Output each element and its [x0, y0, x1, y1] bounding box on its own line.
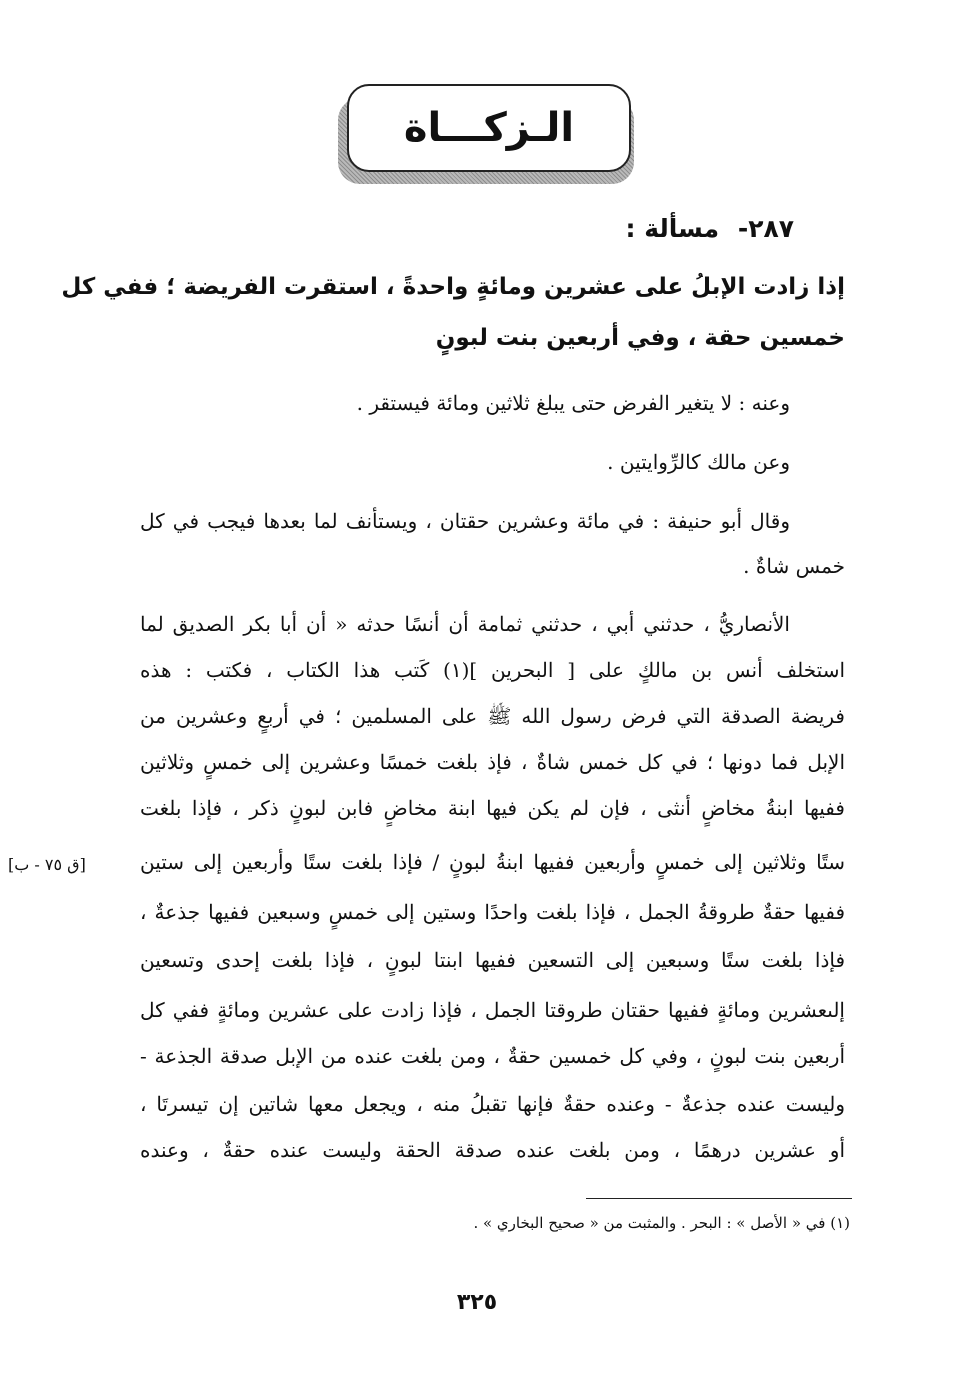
footnote-separator — [586, 1198, 852, 1199]
hadith-line: وليست عنده جذعةٌ - وعنده حقةٌ فإنها تقبلُ منه ، ويجعل معها شاتين إن تيسرتَا ، — [140, 1092, 845, 1116]
manuscript-margin-note: [ق ٧٥ - ب] — [8, 855, 86, 874]
chapter-title: الـزكـــاة — [403, 105, 575, 151]
ruling-line: خمسين حقة ، وفي أربعين بنت لبونٍ — [435, 325, 845, 351]
hadith-line: أربعين بنت لبونٍ ، وفي كل خمسين حقةٌ ، ومن بلغت عنده من الإبل صدقة الجذعة - — [140, 1044, 845, 1068]
page-number: ٣٢٥ — [456, 1290, 498, 1315]
hadith-line: فإذا بلغت ستًا وسبعين إلى التسعين ففيها ابنتا لبونٍ ، فإذا بلغت إحدى وتسعين — [140, 948, 845, 972]
issue-label: مسألة : — [625, 214, 720, 243]
opinion-line: وقال أبو حنيفة : في مائة وعشرين حقتان ، ويستأنف لما بعدها فيجب في كل — [140, 509, 790, 533]
hadith-line: أو عشرين درهمًا ، ومن بلغت عنده صدقة الحقة وليست عنده حقةٌ ، وعنده — [140, 1138, 845, 1162]
chapter-title-box — [347, 84, 631, 172]
issue-number: ٢٨٧- — [737, 214, 794, 243]
opinion-line: خمس شاةٌ . — [743, 554, 845, 578]
hadith-line: ستًا وثلاثين إلى خمسٍ وأربعين ففيها ابنةُ لبونٍ / فإذا بلغت ستًا وأربعين إلى ستين — [140, 850, 845, 874]
hadith-line: ففيها حقةٌ طروقةُ الجمل ، فإذا بلغت واحدًا وستين إلى خمسٍ وسبعين ففيها جذعةٌ ، — [140, 900, 845, 924]
opinion-line: وعن مالك كالرِّوايتين . — [607, 450, 790, 474]
footnote: (١) في « الأصل » : البحر . والمثبت من « صحيح البخاري » . — [473, 1214, 850, 1232]
hadith-line: استخلف أنس بن مالكٍ على [ البحرين ](١) كَتب هذا الكتاب ، فكتب : هذه — [140, 658, 846, 682]
hadith-line: الأنصاريُّ ، حدثني أبي ، حدثني ثمامة أن أنسًا حدثه « أن أبا بكر الصديق لما — [140, 612, 790, 636]
opinion-line: وعنه : لا يتغير الفرض حتى يبلغ ثلاثين ومائة فيستقر . — [356, 391, 790, 415]
hadith-line: فريضة الصدقة التي فرض رسول الله ﷺ على المسلمين ؛ في أربعٍ وعشرين من — [140, 704, 845, 728]
hadith-line: إلىعشرين ومائةٍ ففيها حقتان طروقتا الجمل ، فإذا زادت على عشرين ومائةٍ ففي كل — [140, 998, 845, 1022]
ruling-line: إذا زادت الإبلُ على عشرين ومائةٍ واحدةً ، استقرت الفريضة ؛ ففي كل — [61, 274, 845, 300]
hadith-line: الإبل فما دونها ؛ في كل خمس شاةٌ ، فإذ بلغت خمسًا وعشرين إلى خمسٍ وثلاثين — [140, 750, 845, 774]
issue-heading — [626, 214, 794, 243]
hadith-line: ففيها ابنةُ مخاضٍ أنثى ، فإن لم يكن فيها ابنة مخاضٍ فابن لبونٍ ذكر ، فإذا بلغت — [140, 796, 845, 820]
